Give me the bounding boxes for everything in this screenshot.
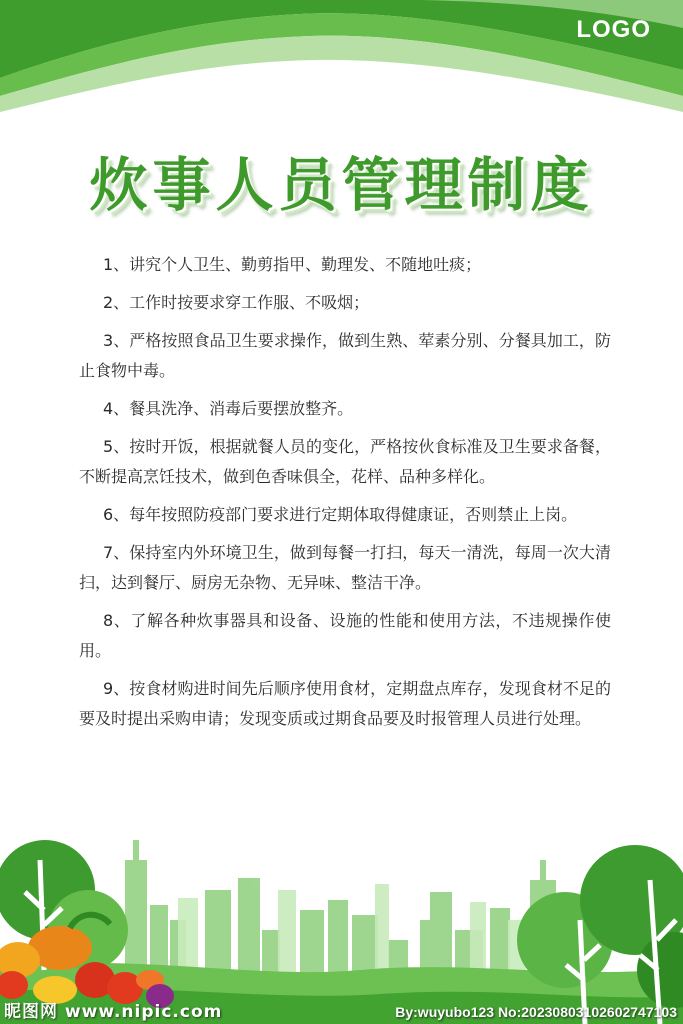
rule-item-8: 8、了解各种炊事器具和设备、设施的性能和使用方法，不违规操作使用。 (79, 611, 611, 660)
rule-item-5: 5、按时开饭，根据就餐人员的变化，严格按伙食标准及卫生要求备餐，不断提高烹饪技术，做到色香味俱全，花样、品种多样化。 (79, 437, 611, 486)
rule-item-4: 4、餐具洗净、消毒后要摆放整齐。 (103, 399, 354, 418)
rule-item-3: 3、严格按照食品卫生要求操作，做到生熟、荤素分别、分餐具加工，防止食物中毒。 (79, 331, 611, 380)
watermark-site: 昵图网 www.nipic.com (4, 1002, 223, 1022)
page-title: 炊事人员管理制度 (89, 151, 594, 219)
city-tree-vegetable-scene (0, 820, 683, 1024)
rule-item-7: 7、保持室内外环境卫生，做到每餐一打扫，每天一清洗，每周一次大清扫，达到餐厅、厨房无杂物、无异味、整洁干净。 (79, 543, 611, 592)
watermark-id: By:wuyubo123 No:20230803102602747103 (395, 1004, 677, 1020)
rules-list (79, 250, 611, 742)
rule-item-1: 1、讲究个人卫生、勤剪指甲、勤理发、不随地吐痰； (103, 255, 482, 274)
rule-item-6: 6、每年按照防疫部门要求进行定期体取得健康证，否则禁止上岗。 (103, 505, 578, 524)
rule-item-2: 2、工作时按要求穿工作服、不吸烟； (103, 293, 370, 312)
logo-text: LOGO (576, 16, 651, 43)
rule-item-9: 9、按食材购进时间先后顺序使用食材，定期盘点库存，发现食材不足的要及时提出采购申请；发现变质或过期食品要及时报管理人员进行处理。 (79, 679, 611, 728)
